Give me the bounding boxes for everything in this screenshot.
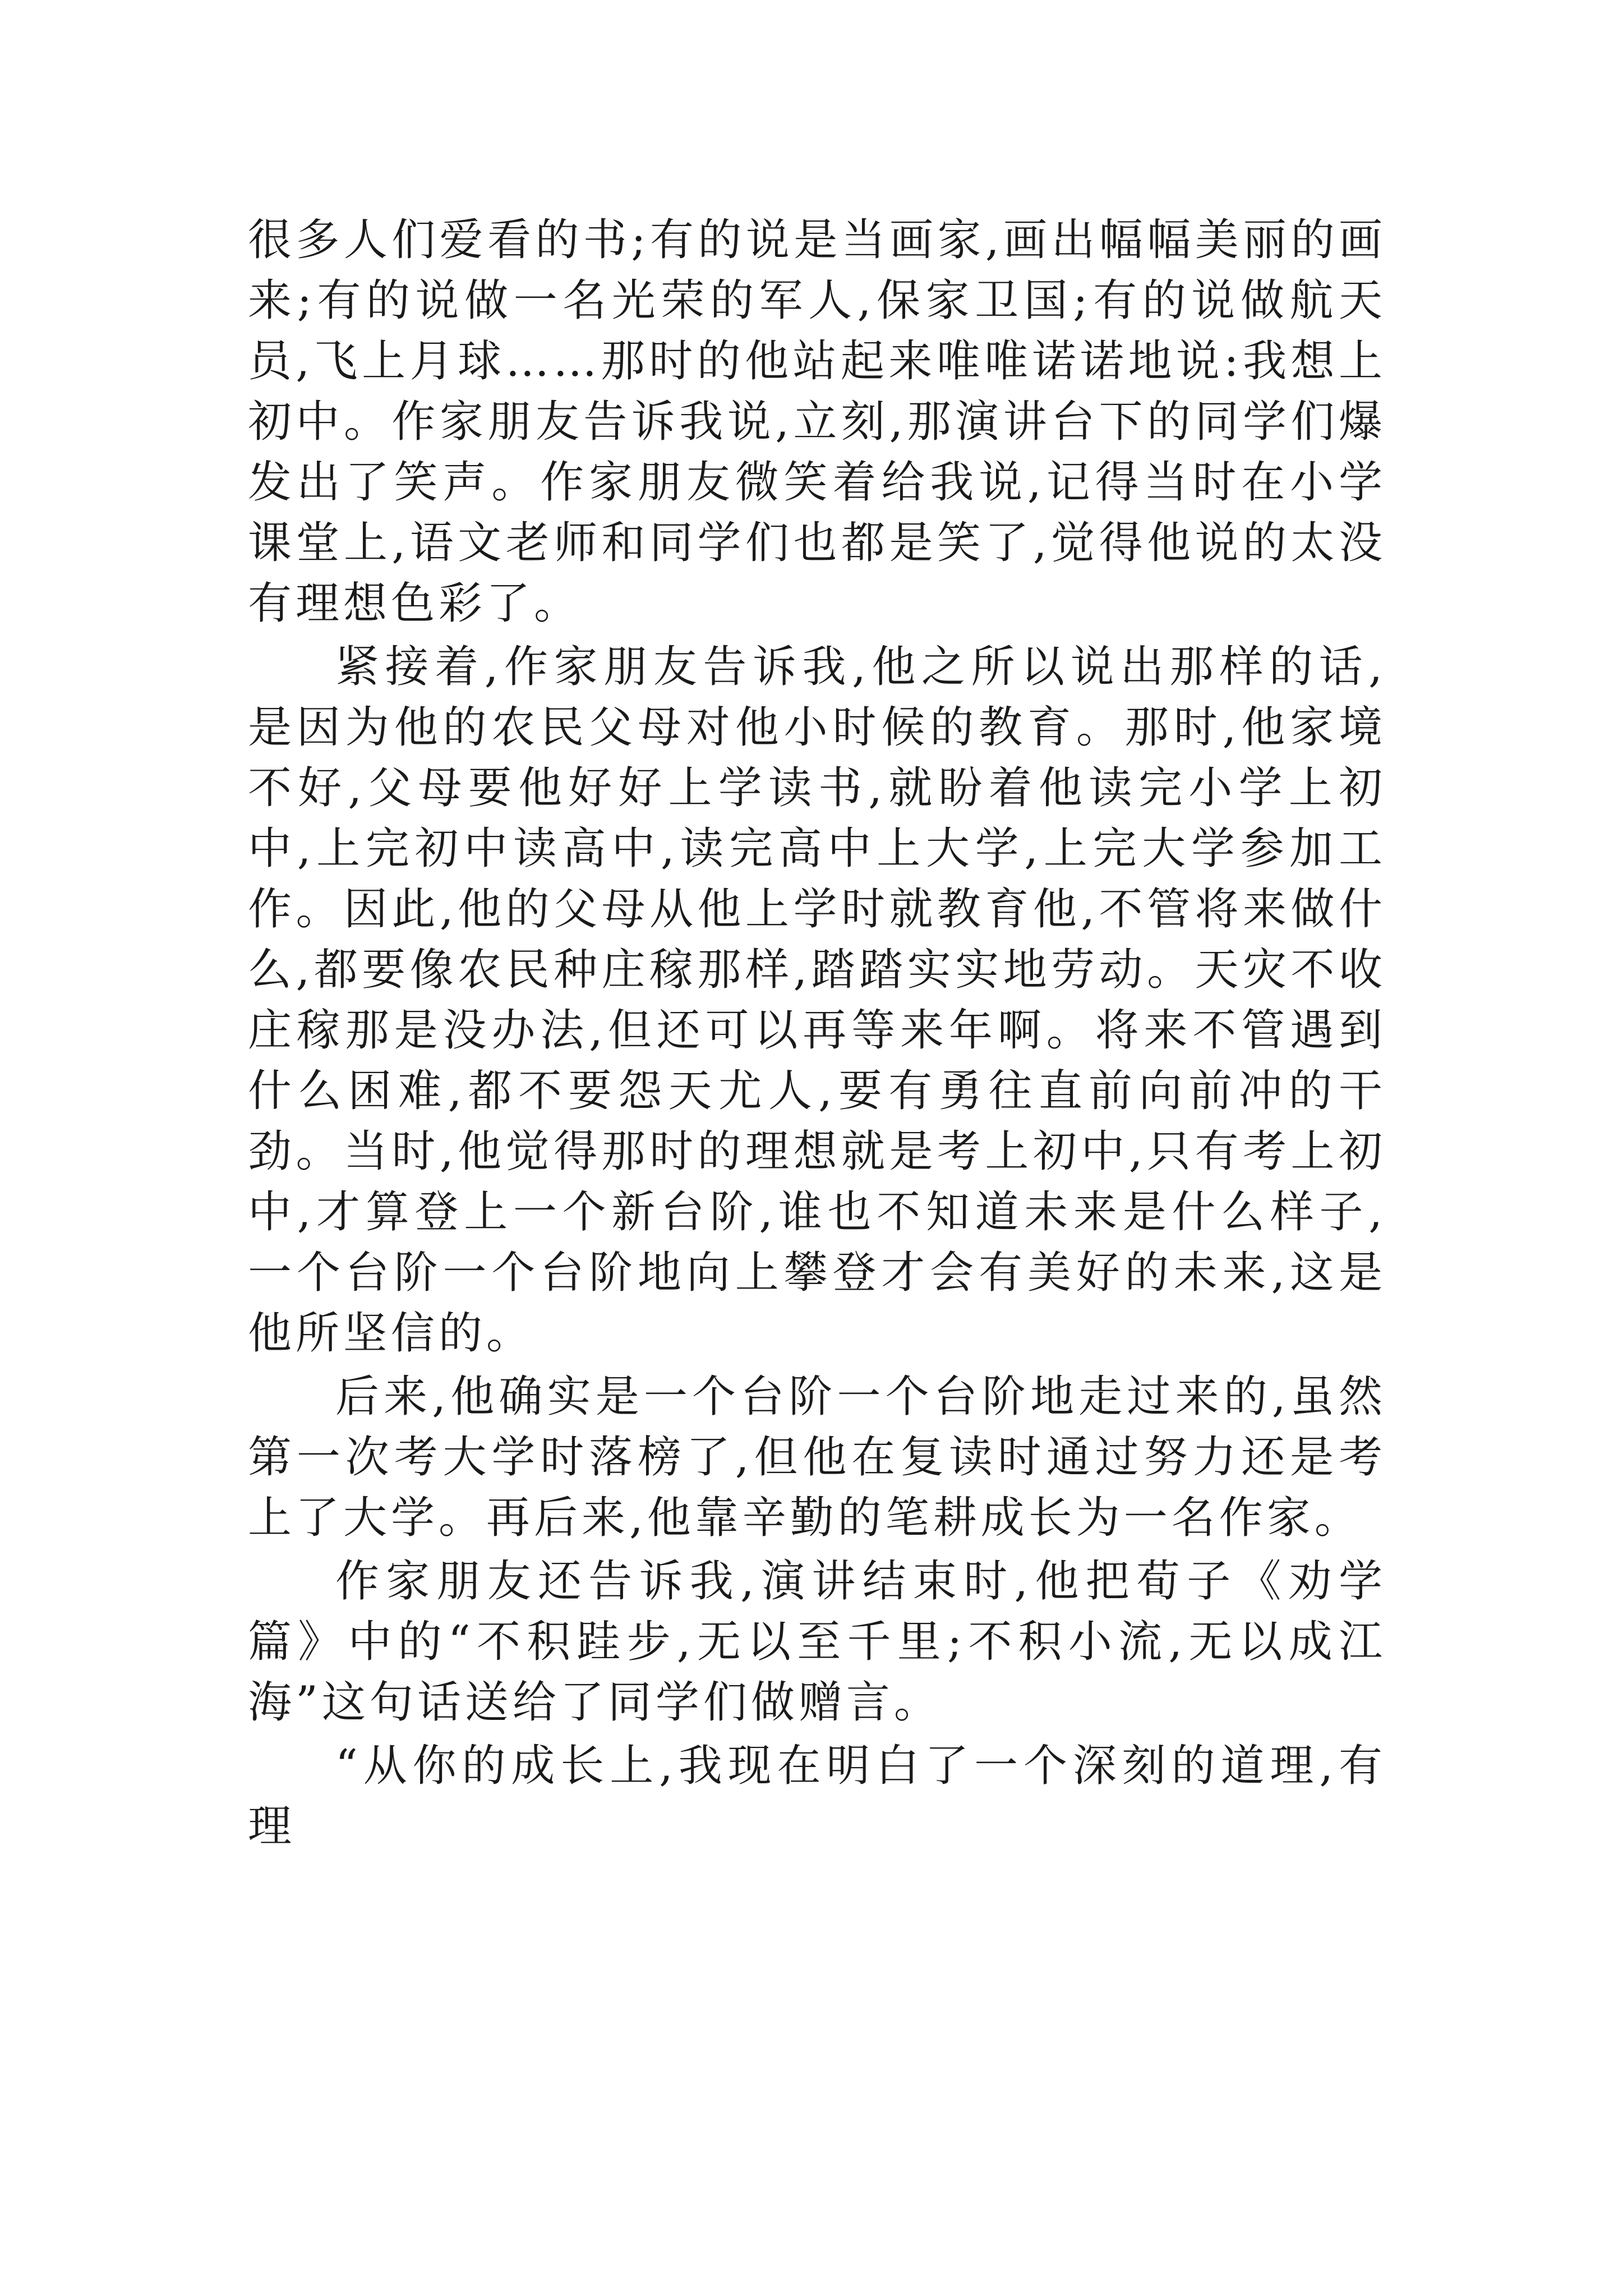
paragraph-final: “从你的成长上,我现在明白了一个深刻的道理,有理 — [248, 1741, 1386, 1852]
paragraph-later: 后来,他确实是一个台阶一个台阶地走过来的,虽然第一次考大学时落榜了,但他在复读时通过努力还是考上了大学。再后来,他靠辛勤的笔耕成长为一名作家。 — [248, 1372, 1386, 1543]
paragraph-continued: 很多人们爱看的书;有的说是当画家,画出幅幅美丽的画来;有的说做一名光荣的军人,保家卫国;有的说做航天员,飞上月球……那时的他站起来唯唯诺诺地说:我想上初中。作家朋友告诉我说,立刻,那演讲台下的同学们爆发出了笑声。作家朋友微笑着给我说,记得当时在小学课堂上,语文老师和同学们也都是笑了,觉得他说的太没有理想色彩了。 — [248, 215, 1386, 629]
body-text — [248, 210, 1386, 1860]
paragraph-education: 紧接着,作家朋友告诉我,他之所以说出那样的话,是因为他的农民父母对他小时候的教育。那时,他家境不好,父母要他好好上学读书,就盼着他读完小学上初中,上完初中读高中,读完高中上大学,上完大学参加工作。因此,他的父母从他上学时就教育他,不管将来做什么,都要像农民种庄稼那样,踏踏实实地劳动。天灾不收庄稼那是没办法,但还可以再等来年啊。将来不管遇到什么困难,都不要怨天尤人,要有勇往直前向前冲的干劲。当时,他觉得那时的理想就是考上初中,只有考上初中,才算登上一个新台阶,谁也不知道未来是什么样子,一个台阶一个台阶地向上攀登才会有美好的未来,这是他所坚信的。 — [248, 642, 1386, 1359]
paragraph-quote: 作家朋友还告诉我,演讲结束时,他把荀子《劝学篇》中的“不积跬步,无以至千里;不积小流,无以成江海”这句话送给了同学们做赠言。 — [248, 1556, 1386, 1728]
